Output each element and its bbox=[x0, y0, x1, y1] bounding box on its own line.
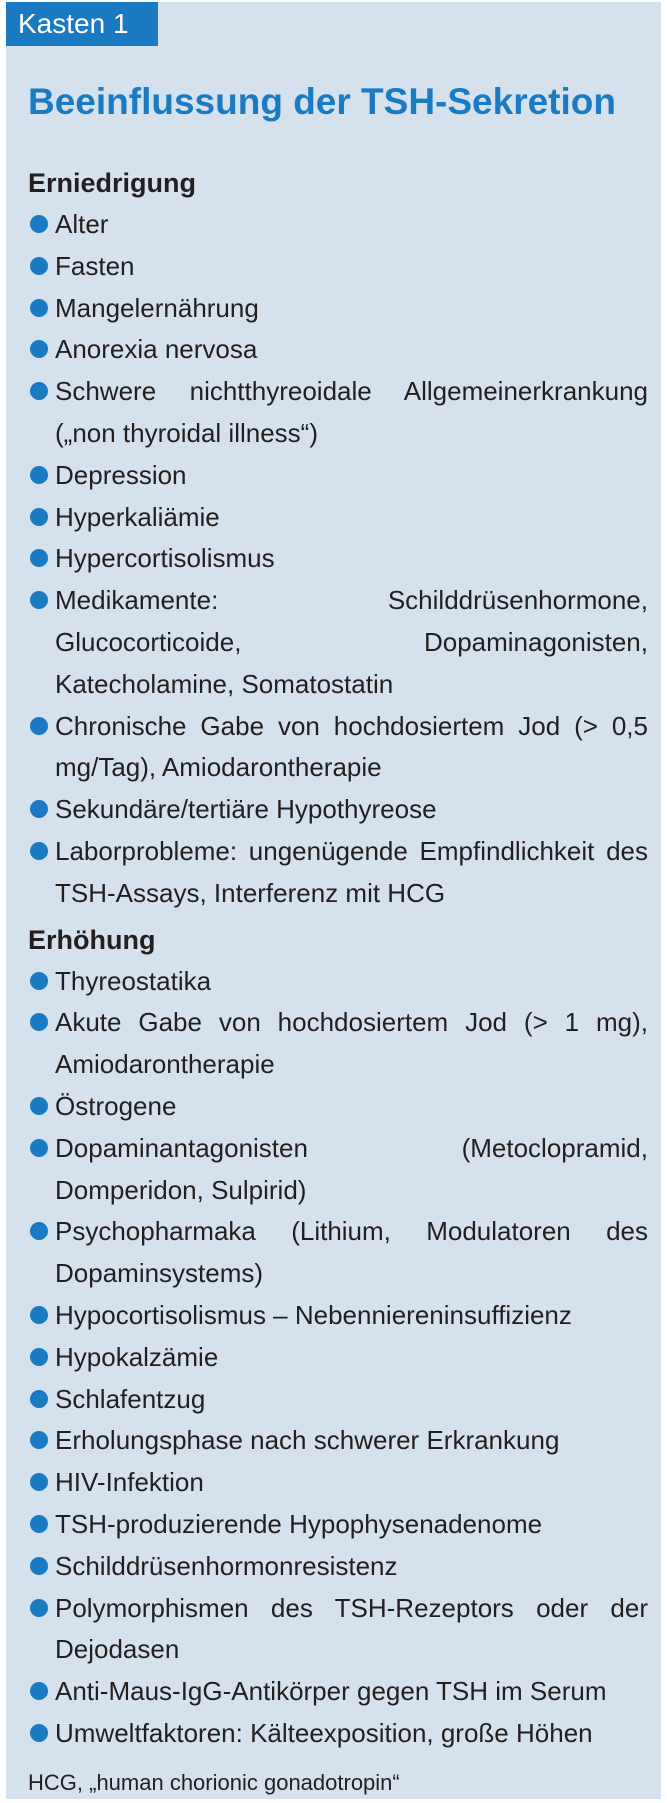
bullet-icon bbox=[30, 1139, 48, 1157]
list-item-text: Chronische Gabe von hochdosiertem Jod (> 0,5 mg/Tag), Amiodarontherapie bbox=[55, 710, 648, 783]
list-item-text: Hyperkaliämie bbox=[55, 501, 220, 532]
list-item bbox=[28, 789, 648, 831]
list-item bbox=[28, 1713, 648, 1755]
list-item bbox=[28, 1671, 648, 1713]
list-item-text: Polymorphismen des TSH-Rezeptors oder der Dejodasen bbox=[55, 1592, 648, 1665]
bullet-icon bbox=[30, 466, 48, 484]
list-item bbox=[28, 1546, 648, 1588]
list-erhoehung bbox=[28, 961, 648, 1755]
bullet-icon bbox=[30, 1599, 48, 1617]
list-item bbox=[28, 831, 648, 915]
bullet-icon bbox=[30, 972, 48, 990]
list-item-text: Sekundäre/tertiäre Hypothyreose bbox=[55, 794, 437, 825]
list-item-text: Östrogene bbox=[55, 1090, 177, 1121]
list-item bbox=[28, 497, 648, 539]
bullet-icon bbox=[30, 382, 48, 400]
bullet-icon bbox=[30, 1306, 48, 1324]
bullet-icon bbox=[30, 1222, 48, 1240]
list-item bbox=[28, 1002, 648, 1086]
list-item bbox=[28, 246, 648, 288]
bullet-icon bbox=[30, 549, 48, 567]
list-item-text: Akute Gabe von hochdosiertem Jod (> 1 mg), Amiodarontherapie bbox=[55, 1007, 648, 1080]
list-item-text: Mangelernährung bbox=[55, 292, 259, 323]
list-item-text: Dopaminantagonisten (Metoclopramid, Domperidon, Sulpirid) bbox=[55, 1132, 648, 1205]
list-item bbox=[28, 1379, 648, 1421]
list-item bbox=[28, 580, 648, 705]
list-item bbox=[28, 1128, 648, 1212]
section-heading-erniedrigung: Erniedrigung bbox=[28, 168, 196, 198]
bullet-icon bbox=[30, 1724, 48, 1742]
list-item-text: Hypokalzämie bbox=[55, 1341, 219, 1372]
bullet-icon bbox=[30, 340, 48, 358]
list-item-text: Schwere nichtthyreoidale Allgemeinerkrankung („non thyroidal illness“) bbox=[55, 376, 648, 448]
list-item-text: Anti-Maus-IgG-Antikörper gegen TSH im Serum bbox=[55, 1676, 607, 1707]
bullet-icon bbox=[30, 1682, 48, 1700]
bullet-icon bbox=[30, 842, 48, 860]
bullet-icon bbox=[30, 717, 48, 735]
list-item bbox=[28, 1420, 648, 1462]
list-item-text: TSH-produzierende Hypophysenadenome bbox=[55, 1508, 543, 1539]
list-item-text: Anorexia nervosa bbox=[55, 334, 258, 365]
list-item bbox=[28, 1337, 648, 1379]
list-item bbox=[28, 1086, 648, 1128]
list-item-text: Hypercortisolismus bbox=[55, 543, 275, 574]
bullet-icon bbox=[30, 299, 48, 317]
list-item-text: Schlafentzug bbox=[55, 1383, 206, 1414]
box-label: Kasten 1 bbox=[6, 2, 158, 46]
list-item-text: Depression bbox=[55, 459, 187, 490]
bullet-icon bbox=[30, 1013, 48, 1031]
list-item-text: Schilddrüsenhormonresistenz bbox=[55, 1550, 398, 1581]
list-item bbox=[28, 288, 648, 330]
bullet-icon bbox=[30, 257, 48, 275]
bullet-icon bbox=[30, 591, 48, 609]
list-item bbox=[28, 204, 648, 246]
bullet-icon bbox=[30, 508, 48, 526]
list-item-text: Laborprobleme: ungenügende Empfindlichkeit des TSH-Assays, Interferenz mit HCG bbox=[55, 835, 648, 908]
bullet-icon bbox=[30, 1473, 48, 1491]
list-item-text: Alter bbox=[55, 209, 109, 239]
section-heading-erhoehung: Erhöhung bbox=[28, 924, 156, 955]
list-item bbox=[28, 1588, 648, 1672]
bullet-icon bbox=[30, 1515, 48, 1533]
list-item-text: Hypocortisolismus – Nebenniereninsuffizienz bbox=[55, 1299, 572, 1330]
list-item bbox=[28, 329, 648, 371]
list-item-text: Medikamente: Schilddrüsenhormone, Glucocorticoide, Dopaminagonisten, Katecholamine, Somatostatin bbox=[55, 585, 648, 699]
footnote: HCG, „human chorionic gonadotropin“ bbox=[28, 1770, 400, 1795]
list-erniedrigung bbox=[28, 204, 648, 915]
list-item bbox=[28, 538, 648, 580]
bullet-icon bbox=[30, 1431, 48, 1449]
bullet-icon bbox=[30, 1097, 48, 1115]
list-item-text: Fasten bbox=[55, 250, 135, 281]
bullet-icon bbox=[30, 1348, 48, 1366]
list-item-text: HIV-Infektion bbox=[55, 1467, 204, 1498]
list-item-text: Thyreostatika bbox=[55, 965, 212, 996]
list-item bbox=[28, 371, 648, 455]
list-item-text: Umweltfaktoren: Kälteexposition, große Höhen bbox=[55, 1717, 593, 1748]
bullet-icon bbox=[30, 1557, 48, 1575]
box-title: Beeinflussung der TSH-Sekretion bbox=[28, 81, 616, 122]
bullet-icon bbox=[30, 215, 48, 233]
list-item bbox=[28, 455, 648, 497]
bullet-icon bbox=[30, 800, 48, 818]
box-content bbox=[28, 162, 648, 1755]
list-item bbox=[28, 1295, 648, 1337]
bullet-icon bbox=[30, 1390, 48, 1408]
list-item-text: Erholungsphase nach schwerer Erkrankung bbox=[55, 1425, 560, 1456]
list-item bbox=[28, 1504, 648, 1546]
list-item bbox=[28, 1462, 648, 1504]
list-item bbox=[28, 706, 648, 790]
list-item-text: Psychopharmaka (Lithium, Modulatoren des Dopaminsystems) bbox=[55, 1216, 648, 1289]
list-item bbox=[28, 1211, 648, 1295]
list-item bbox=[28, 961, 648, 1003]
